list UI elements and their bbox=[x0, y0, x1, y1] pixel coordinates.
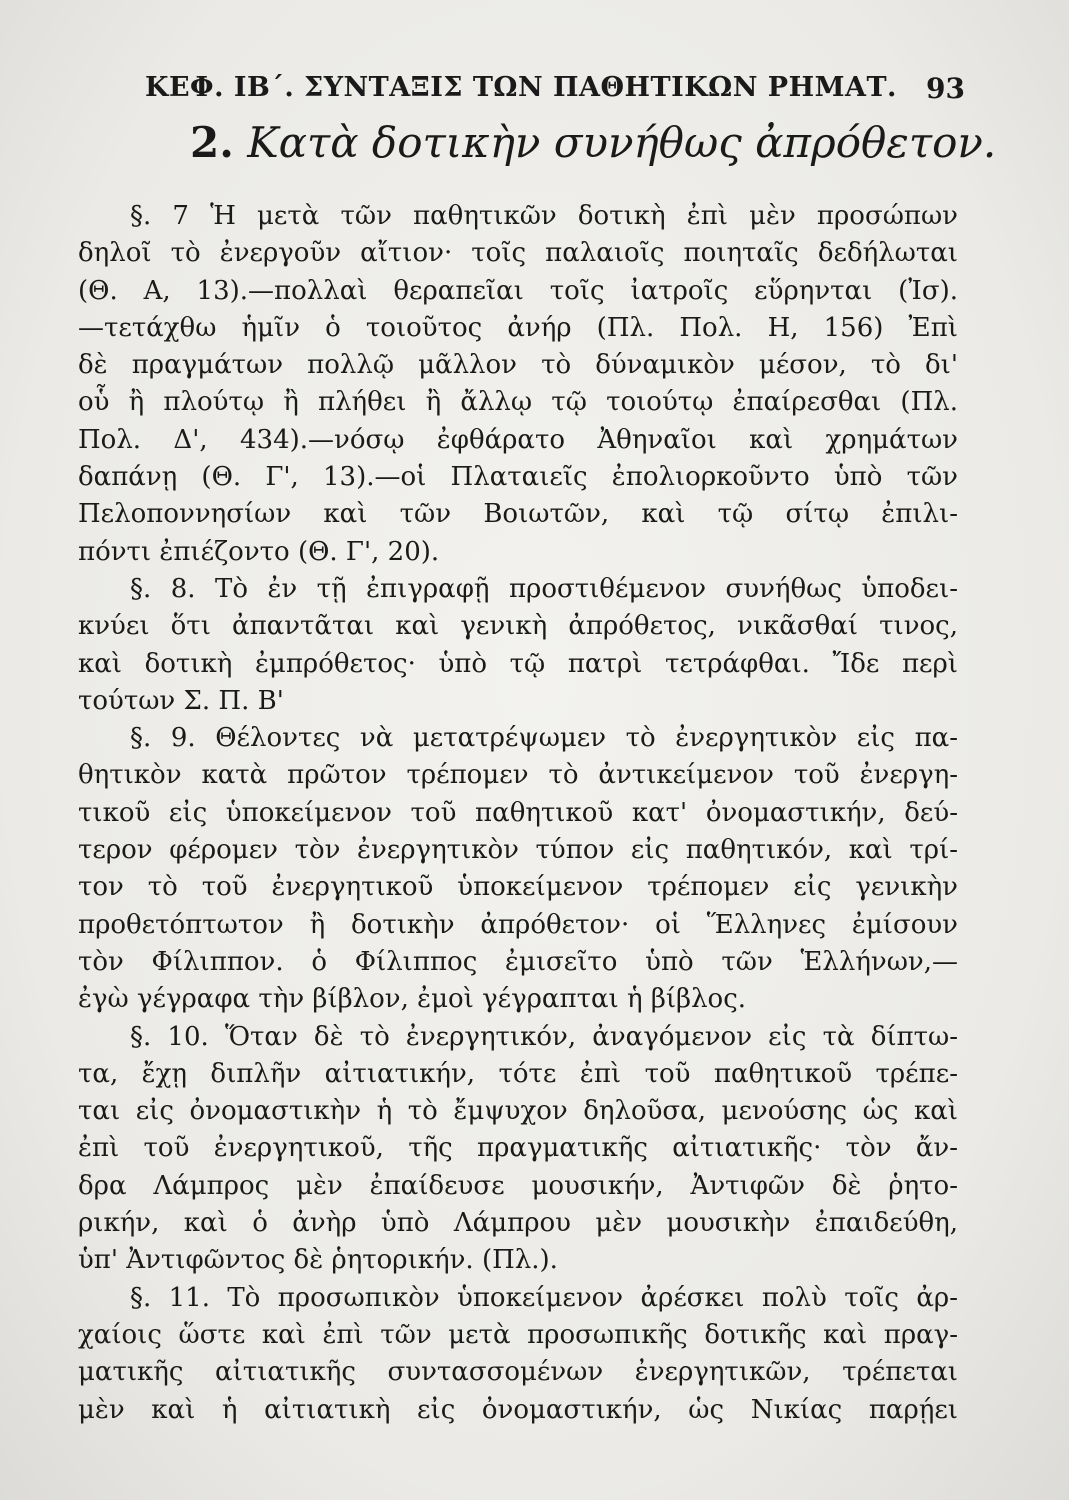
text-line: Πελοποννησίων καὶ τῶν Βοιωτῶν, καὶ τῷ σίτῳ ἐπιλι- bbox=[78, 499, 958, 530]
text-line: χαίοις ὥστε καὶ ἐπὶ τῶν μετὰ προσωπικῆς δοτικῆς καὶ πραγ- bbox=[78, 1319, 958, 1350]
paragraph-11 bbox=[78, 1280, 958, 1429]
text-line: τον τὸ τοῦ ἐνεργητικοῦ ὑποκείμενον τρέπομεν εἰς γενικὴν bbox=[78, 872, 958, 903]
text-line: ἐπὶ τοῦ ἐνεργητικοῦ, τῆς πραγματικῆς αἰτιατικῆς· τὸν ἄν- bbox=[78, 1133, 958, 1164]
body-text bbox=[78, 198, 958, 1429]
text-line: §. 9. Θέλοντες νὰ μετατρέψωμεν τὸ ἐνεργητικὸν εἰς πα- bbox=[130, 723, 958, 754]
text-line: καὶ δοτικὴ ἐμπρόθετος· ὑπὸ τῷ πατρὶ τετράφθαι. Ἴδε περὶ bbox=[78, 648, 958, 679]
text-line: πόντι ἐπιέζοντο (Θ. Γ', 20). bbox=[78, 536, 440, 567]
text-line: §. 10. Ὅταν δὲ τὸ ἐνεργητικόν, ἀναγόμενον εἰς τὰ δίπτω- bbox=[130, 1021, 958, 1052]
text-line: τὸν Φίλιππον. ὁ Φίλιππος ἐμισεῖτο ὑπὸ τῶν Ἑλλήνων,— bbox=[78, 946, 958, 977]
section-number: 2. bbox=[190, 118, 234, 167]
text-line: μὲν καὶ ἡ αἰτιατικὴ εἰς ὀνομαστικήν, ὡς Νικίας παρῄει bbox=[78, 1394, 958, 1425]
page-header bbox=[145, 72, 965, 108]
text-line: §. 11. Τὸ προσωπικὸν ὑποκείμενον ἀρέσκει πολὺ τοῖς ἀρ- bbox=[130, 1282, 958, 1313]
text-line: ματικῆς αἰτιατικῆς συντασσομένων ἐνεργητικῶν, τρέπεται bbox=[78, 1357, 958, 1388]
text-line: §. 7 Ἡ μετὰ τῶν παθητικῶν δοτικὴ ἐπὶ μὲν προσώπων bbox=[130, 201, 958, 231]
page-number: 93 bbox=[926, 72, 965, 105]
section-title-text: Κατὰ δοτικὴν συνήθως ἀπρόθετον. bbox=[247, 118, 997, 167]
text-line: ρικήν, καὶ ὁ ἀνὴρ ὑπὸ Λάμπρου μὲν μουσικὴν ἐπαιδεύθη, bbox=[78, 1208, 958, 1239]
text-line: ἐγὼ γέγραφα τὴν βίβλον, ἐμοὶ γέγραπται ἡ βίβλος. bbox=[78, 984, 747, 1015]
text-line: (Θ. Α, 13).—πολλαὶ θεραπεῖαι τοῖς ἰατροῖς εὕρηνται (Ἰσ). bbox=[78, 275, 958, 306]
text-line: τα, ἔχῃ διπλῆν αἰτιατικήν, τότε ἐπὶ τοῦ παθητικοῦ τρέπε- bbox=[78, 1058, 958, 1089]
text-line: δηλοῖ τὸ ἐνεργοῦν αἴτιον· τοῖς παλαιοῖς ποιηταῖς δεδήλωται bbox=[78, 238, 958, 269]
section-title bbox=[190, 118, 997, 167]
text-line: δὲ πραγμάτων πολλῷ μᾶλλον τὸ δύναμικὸν μέσον, τὸ δι' bbox=[78, 350, 958, 381]
paragraph-9 bbox=[78, 720, 958, 1018]
text-line: κνύει ὅτι ἀπαντᾶται καὶ γενικὴ ἀπρόθετος, νικᾶσθαί τινος, bbox=[78, 611, 958, 642]
text-line: τικοῦ εἰς ὑποκείμενον τοῦ παθητικοῦ κατ' ὀνομαστικήν, δεύ- bbox=[78, 797, 958, 828]
text-line: δρα Λάμπρος μὲν ἐπαίδευσε μουσικήν, Ἀντιφῶν δὲ ῥητο- bbox=[78, 1170, 958, 1201]
text-line: τερον φέρομεν τὸν ἐνεργητικὸν τύπον εἰς παθητικόν, καὶ τρί- bbox=[78, 835, 958, 866]
paragraph-10 bbox=[78, 1019, 958, 1280]
text-line: Πολ. Δ', 434).—νόσῳ ἐφθάρατο Ἀθηναῖοι καὶ χρημάτων bbox=[78, 424, 958, 455]
text-line: προθετόπτωτον ἢ δοτικὴν ἀπρόθετον· οἱ Ἕλληνες ἐμίσουν bbox=[78, 909, 958, 940]
text-line: δαπάνῃ (Θ. Γ', 13).—οἱ Πλαταιεῖς ἐπολιορκοῦντο ὑπὸ τῶν bbox=[78, 462, 958, 493]
text-line: οὗ ἢ πλούτῳ ἢ πλήθει ἢ ἄλλῳ τῷ τοιούτῳ ἐπαίρεσθαι (Πλ. bbox=[78, 387, 958, 418]
text-line: —τετάχθω ἡμῖν ὁ τοιοῦτος ἀνήρ (Πλ. Πολ. Η, 156) Ἐπὶ bbox=[78, 312, 958, 343]
text-line: θητικὸν κατὰ πρῶτον τρέπομεν τὸ ἀντικείμενον τοῦ ἐνεργη- bbox=[78, 760, 958, 791]
paragraph-7 bbox=[78, 198, 958, 571]
text-line: τούτων Σ. Π. Β' bbox=[78, 685, 284, 716]
text-line: ται εἰς ὀνομαστικὴν ἡ τὸ ἔμψυχον δηλοῦσα, μενούσης ὡς καὶ bbox=[78, 1096, 958, 1127]
text-line: ὑπ' Ἀντιφῶντος δὲ ῥητορικήν. (Πλ.). bbox=[78, 1245, 558, 1276]
paragraph-8 bbox=[78, 571, 958, 720]
text-line: §. 8. Τὸ ἐν τῇ ἐπιγραφῇ προστιθέμενον συνήθως ὑποδει- bbox=[130, 573, 958, 604]
running-head: ΚΕΦ. ΙΒ΄. ΣΥΝΤΑΞΙΣ ΤΩΝ ΠΑΘΗΤΙΚΩΝ ΡΗΜΑΤ. bbox=[145, 72, 897, 103]
